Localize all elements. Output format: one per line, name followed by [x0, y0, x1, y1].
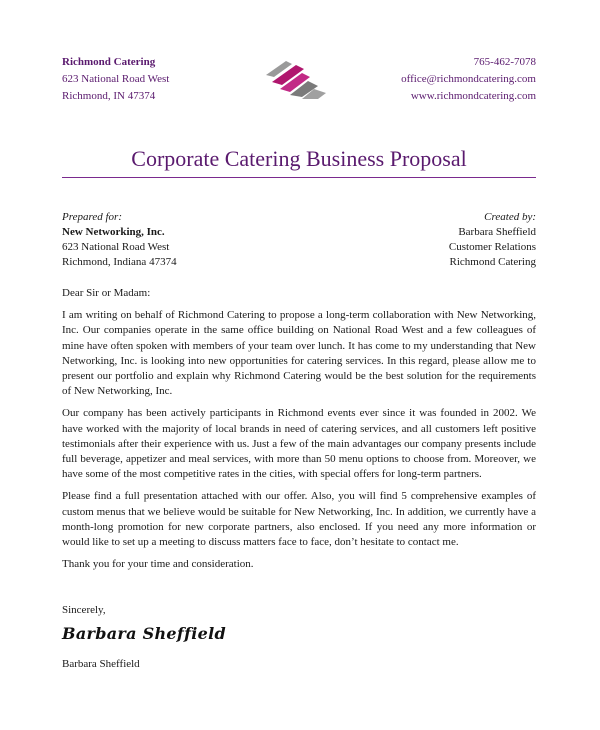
letter-paragraph: Our company has been actively participants in Richmond events ever since it was founded in 2002. We have worked with the majority of local brands in need of catering services, and all customers left positive testimonials after their experience with us. Just a few of the main advantages our company presents include full beverage, appetizer and meal services, with more than 50 menu options to choose from. Moreover, we have some of the most competitive rates in the cities, with special offers for long-term partners. — [62, 407, 536, 481]
prepared-for-address-line1: 623 National Road West — [62, 241, 170, 253]
title-divider — [62, 177, 536, 178]
contact-info — [401, 54, 536, 105]
letter-salutation: Dear Sir or Madam: — [62, 287, 151, 299]
company-address-line1: 623 National Road West — [62, 73, 170, 85]
document-title: Corporate Catering Business Proposal — [131, 146, 467, 171]
prepared-for-name: New Networking, Inc. — [62, 226, 165, 238]
letter-paragraph: Please find a full presentation attached with our offer. Also, you will find 5 comprehensive examples of custom menus that we believe would be suitable for New Networking, Inc. In addition, we currently have a month-long promotion for new corporate partners, also enclosed. If you need any more information or would like to set up a meeting to discuss matters face to face, don’t hesitate to contact me. — [62, 490, 536, 549]
company-name: Richmond Catering — [62, 56, 156, 68]
contact-website[interactable]: www.richmondcatering.com — [410, 90, 536, 102]
letter-paragraph: Thank you for your time and consideration. — [62, 558, 254, 571]
created-by-department: Customer Relations — [448, 241, 536, 253]
created-by-company: Richmond Catering — [449, 256, 536, 268]
signer-name: Barbara Sheffield — [62, 658, 140, 670]
created-by-label: Created by: — [484, 211, 536, 223]
letter-closing: Sincerely, — [62, 604, 106, 616]
contact-phone: 765-462-7078 — [473, 56, 536, 68]
prepared-for-block — [62, 210, 177, 270]
prepared-for-address-line2: Richmond, Indiana 47374 — [62, 256, 177, 268]
company-address-line2: Richmond, IN 47374 — [62, 90, 156, 102]
created-by-block — [449, 210, 536, 270]
company-info — [62, 54, 169, 105]
prepared-for-label: Prepared for: — [62, 211, 122, 223]
letter-body — [62, 286, 536, 579]
richmond-catering-logo-icon — [262, 55, 330, 101]
letter-paragraph: I am writing on behalf of Richmond Catering to propose a long-term collaboration with New Networking, Inc. Our companies operate in the same office building on National Road West and a few colleagues of mine have often spoken with members of your team over lunch. It has come to my understanding that New Networking, Inc. is looking into new opportunities for catering services. In this regard, please allow me to present our portfolio and explain why Richmond Catering would be the best solution for the requirements of New Networking, Inc. — [62, 309, 536, 398]
created-by-name: Barbara Sheffield — [458, 226, 536, 238]
contact-email[interactable]: office@richmondcatering.com — [401, 73, 536, 85]
handwritten-signature: Barbara Sheffield — [62, 624, 226, 643]
